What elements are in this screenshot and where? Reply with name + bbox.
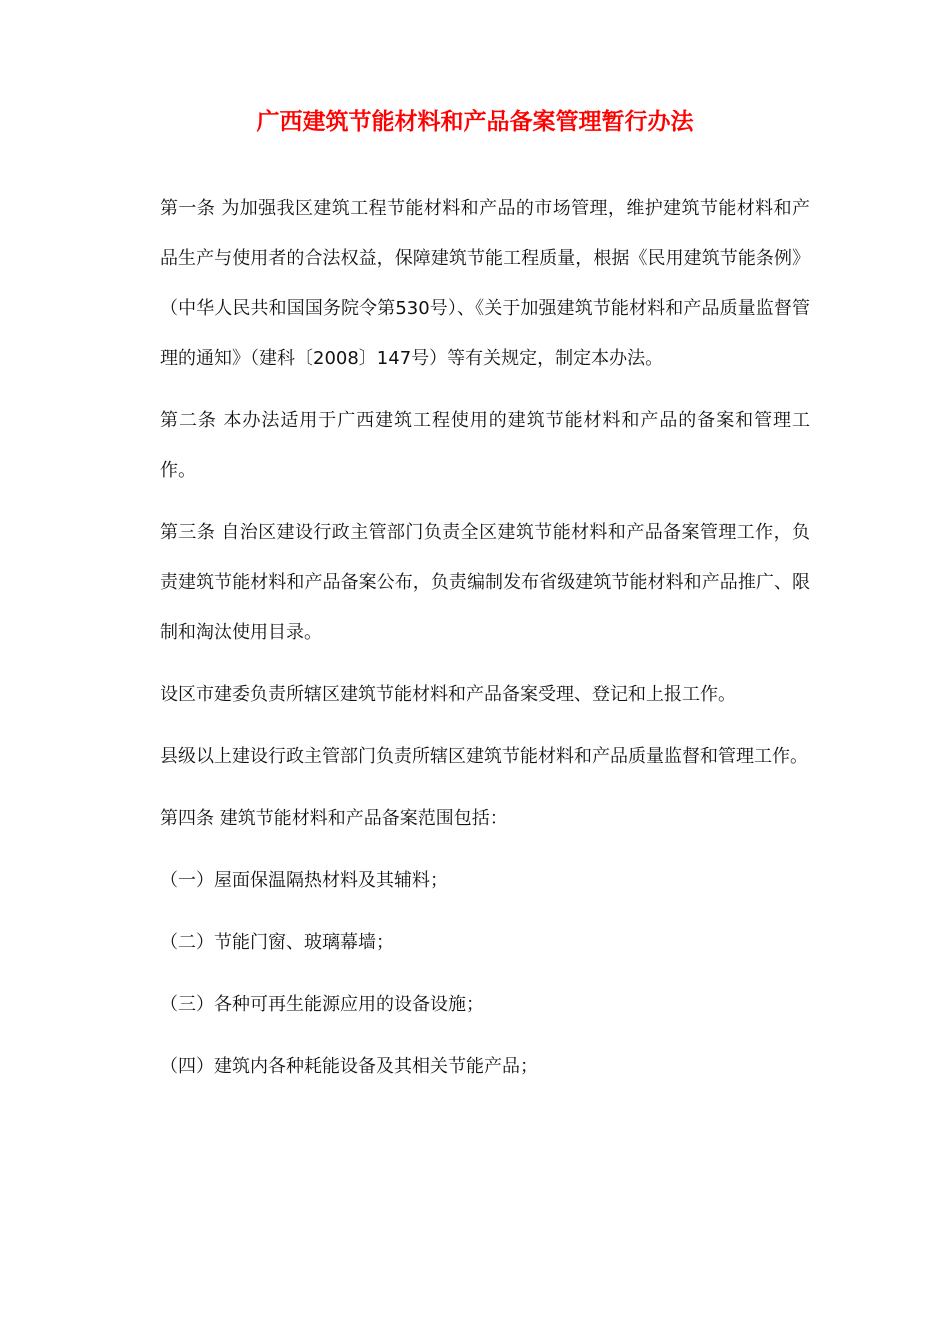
article-3-city-paragraph: 设区市建委负责所辖区建筑节能材料和产品备案受理、登记和上报工作。 <box>160 684 736 705</box>
article-3-paragraph: 第三条 自治区建设行政主管部门负责全区建筑节能材料和产品备案管理工作，负责建筑节能材料和产品备案公布，负责编制发布省级建筑节能材料和产品推广、限制和淘汰使用目录。 <box>160 522 810 643</box>
document-body <box>160 184 810 1092</box>
document-title: 广西建筑节能材料和产品备案管理暂行办法 <box>256 109 694 135</box>
scope-item-3: （三）各种可再生能源应用的设备设施； <box>160 994 484 1015</box>
article-4-paragraph: 第四条 建筑节能材料和产品备案范围包括： <box>160 808 508 829</box>
scope-item-1: （一）屋面保温隔热材料及其辅料； <box>160 870 448 891</box>
scope-item-2: （二）节能门窗、玻璃幕墙； <box>160 932 394 953</box>
article-2-paragraph: 第二条 本办法适用于广西建筑工程使用的建筑节能材料和产品的备案和管理工作。 <box>160 410 810 481</box>
article-1-paragraph: 第一条 为加强我区建筑工程节能材料和产品的市场管理，维护建筑节能材料和产品生产与使用者的合法权益，保障建筑节能工程质量，根据《民用建筑节能条例》（中华人民共和国国务院令第530号）、《关于加强建筑节能材料和产品质量监督管理的通知》（建科〔2008〕147号）等有关规定，制定本办法。 <box>160 198 810 369</box>
scope-item-4: （四）建筑内各种耗能设备及其相关节能产品； <box>160 1056 538 1077</box>
article-3-county-paragraph: 县级以上建设行政主管部门负责所辖区建筑节能材料和产品质量监督和管理工作。 <box>160 746 808 767</box>
